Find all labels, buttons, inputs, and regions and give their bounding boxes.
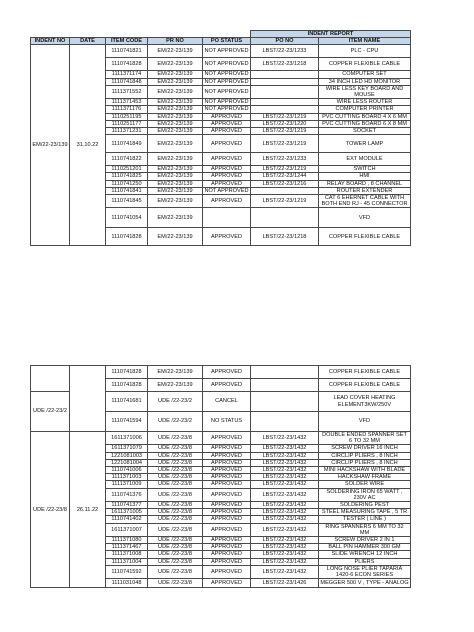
item-name-cell: RELAY BOARD , 8 CHANNEL [319,180,411,187]
item-code-cell: 1110741828 [106,58,148,71]
po-no-cell [251,208,319,228]
item-name-cell: TOWER LAMP [319,135,411,153]
pr-no-cell: EM/22-23/139 [148,173,203,180]
item-code-cell: 1111371080 [106,537,148,544]
item-code-cell: 1110741841 [106,187,148,194]
item-name-cell: PVC CUTTING BOARD 6 X 8 MM [319,120,411,127]
item-code-cell: 1110741054 [106,208,148,228]
page-2-rows [31,366,411,588]
po-no-cell: LBST/22-23/1432 [251,558,319,565]
po-no-cell: LBST/22-23/1432 [251,565,319,578]
pr-no-cell: EM/22-23/139 [148,45,203,58]
item-code-cell: 1110741828 [106,366,148,379]
po-no-cell [251,379,319,392]
table-row [31,366,411,379]
po-status-cell: APPROVED [203,445,251,452]
item-code-cell: 1110741821 [106,45,148,58]
pr-no-cell: EM/22-23/139 [148,85,203,98]
po-no-cell: LBST/22-23/1432 [251,488,319,501]
po-status-cell: APPROVED [203,502,251,509]
po-status-cell [203,208,251,228]
item-name-cell: 34 INCH LED HD MONITOR [319,78,411,85]
po-status-cell: CANCEL [203,392,251,412]
item-name-cell: VFD [319,208,411,228]
item-code-cell: 1611371007 [106,523,148,536]
item-name-cell: MINI HACKSHAW WITH BLADE [319,467,411,474]
item-code-cell: 1111371453 [106,99,148,106]
po-no-cell: LBST/22-23/1432 [251,523,319,536]
po-no-cell: LBST/22-23/1432 [251,544,319,551]
pr-no-cell: UDE /22-23/8 [148,452,203,459]
item-code-cell: 1110741594 [106,412,148,432]
item-code-cell: 1111371176 [106,106,148,113]
item-code-cell: 1111371552 [106,85,148,98]
po-status-cell: APPROVED [203,579,251,588]
po-status-cell: APPROVED [203,166,251,173]
pr-no-cell: UDE /22-23/8 [148,467,203,474]
header-pr-no: PR NO [148,38,203,45]
po-status-cell: APPROVED [203,452,251,459]
po-status-cell: APPROVED [203,180,251,187]
po-status-cell: NOT APPROVED [204,99,249,106]
item-code-cell: 1110741592 [106,565,148,578]
po-status-cell: APPROVED [203,173,251,180]
po-status-cell: APPROVED [203,474,251,481]
po-no-cell: LBST/22-23/1219 [251,128,319,135]
po-no-cell: LBST/22-23/1219 [251,195,319,208]
po-no-cell: LBST/22-23/1432 [251,452,319,459]
header-item-code: ITEM CODE [106,38,148,45]
po-no-cell: LBST/22-23/1219 [251,113,319,120]
item-name-cell: WIRE LESS ROUTER [319,99,411,106]
po-status-cell: APPROVED [203,120,251,127]
pr-no-cell: EM/22-23/139 [148,71,203,78]
pr-no-cell: EM/22-23/139 [148,228,203,246]
item-name-cell: DOUBLE ENDED SPANNER SET 6 TO 32 MM [319,432,411,445]
date-cell: 26.11.22 [70,432,106,588]
item-code-cell: 1110741828 [106,228,148,246]
pr-no-cell: UDE /22-23/2 [148,412,203,432]
item-code-cell: 1111371004 [106,558,148,565]
item-name-cell: COMPUTER SET [319,71,411,78]
pr-no-cell: UDE /22-23/8 [148,459,203,466]
po-status-cell: NOT APPROVED [203,58,251,71]
po-no-cell: LBST/22-23/1219 [251,135,319,153]
item-code-cell: 1111371009 [106,481,148,488]
item-code-cell: 1221081004 [106,459,148,466]
po-status-cell: APPROVED [203,558,251,565]
item-name-cell: SOLDERING IRON 65 WATT , 230V AC [319,488,411,501]
po-status-cell: NOT APPROVED [204,106,249,113]
item-code-cell: 1110251201 [106,166,148,173]
pr-no-cell: EM/22-23/139 [148,78,203,85]
pr-no-cell: EM/22-23/139 [148,195,203,208]
po-no-cell: LBST/22-23/1218 [251,228,319,246]
po-no-cell [251,78,319,85]
item-name-cell: SOLDER WIRE [319,481,411,488]
po-no-cell [251,366,319,379]
report-title: INDENT REPORT [251,31,411,38]
item-code-cell: 1611371006 [106,432,148,445]
po-no-cell [251,85,319,98]
item-name-cell: SWITCH [319,166,411,173]
po-status-cell: APPROVED [203,195,251,208]
pr-no-cell: UDE /22-23/8 [148,579,203,588]
item-name-cell: PLIERS [319,558,411,565]
pr-no-cell: EM/22-23/139 [148,58,203,71]
item-code-cell: 1111371008 [106,551,148,558]
item-code-cell: 1611371079 [106,445,148,452]
item-name-cell: BALL PIN HAMMER 300 GM [319,544,411,551]
item-code-cell: 1111371467 [106,544,148,551]
po-no-cell [251,99,319,106]
po-status-cell: APPROVED [203,481,251,488]
pr-no-cell: UDE /22-23/8 [148,523,203,536]
pr-no-cell: UDE /22-23/8 [148,544,203,551]
item-name-cell: ROUTER EXTENDER [319,187,411,194]
po-no-cell [251,412,319,432]
item-name-cell: LEAD COVER HEATING ELEMENT3KW/250V [319,392,411,412]
po-status-cell: NO STATUS [203,412,251,432]
pr-no-cell: UDE /22-23/8 [148,509,203,516]
po-status-cell: NOT APPROVED [204,71,249,78]
po-no-cell: LBST/22-23/1244 [251,173,319,180]
pr-no-cell: EM/22-23/139 [148,366,203,379]
pr-no-cell: UDE /22-23/8 [148,474,203,481]
po-status-cell: APPROVED [203,537,251,544]
pr-no-cell: UDE /22-23/8 [148,481,203,488]
item-code-cell: 1110741006 [106,467,148,474]
item-name-cell: PVC CUTTING BOARD 4 X 6 MM [319,113,411,120]
pr-no-cell: EM/22-23/139 [148,99,203,106]
table-row [31,45,411,58]
item-code-cell: 1110741825 [106,173,148,180]
item-code-cell: 1110741250 [106,180,148,187]
po-no-cell: LBST/22-23/1432 [251,502,319,509]
item-code-cell: 1111371003 [106,474,148,481]
item-code-cell: 1110741822 [106,153,148,166]
item-name-cell: COPPER FLEXIBLE CABLE [319,228,411,246]
pr-no-cell: UDE /22-23/8 [148,432,203,445]
date-cell: 31.10.22 [70,45,106,246]
item-code-cell: 1110251195 [106,113,148,120]
po-status-cell: APPROVED [203,459,251,466]
po-status-cell: APPROVED [203,551,251,558]
pr-no-cell: UDE /22-23/8 [148,551,203,558]
header-item-name: ITEM NAME [319,38,411,45]
page-1-rows [31,45,411,246]
po-no-cell: LBST/22-23/1216 [251,180,319,187]
item-code-cell: 1611371005 [106,509,148,516]
po-no-cell: LBST/22-23/1432 [251,445,319,452]
pr-no-cell: UDE /22-23/8 [148,488,203,501]
po-no-cell: LBST/22-23/1432 [251,509,319,516]
po-status-cell: APPROVED [203,366,251,379]
pr-no-cell: EM/22-23/139 [148,208,203,228]
item-name-cell: LONG NOSE PLIER TAPARIA 1420-6 ECON SERIES [319,565,411,578]
po-status-cell: APPROVED [203,432,251,445]
po-no-cell: LBST/22-23/1219 [251,166,319,173]
header-indent-no: INDENT NO [31,38,70,45]
po-no-cell [251,71,319,78]
po-status-cell: APPROVED [203,379,251,392]
item-name-cell: STEEL MEASURING TAPE , 5 TR [319,509,411,516]
pr-no-cell: EM/22-23/139 [148,166,203,173]
po-no-cell: LBST/22-23/1218 [251,58,319,71]
po-status-cell: APPROVED [203,509,251,516]
po-no-cell: LBST/22-23/1426 [251,579,319,588]
item-name-cell: EXT MODULE [319,153,411,166]
item-name-cell: HMI [319,173,411,180]
po-status-cell: APPROVED [203,228,251,246]
po-no-cell: LBST/22-23/1432 [251,551,319,558]
pr-no-cell: UDE /22-23/8 [148,558,203,565]
item-code-cell: 1111371231 [106,128,148,135]
po-no-cell: LBST/22-23/1432 [251,459,319,466]
item-name-cell: CAT 6 EHERNET CABLE WITH BOTH END RJ - 45 CONNECTOR [319,195,411,208]
indent-no-cell: UDE /22-23/2 [31,392,70,432]
pr-no-cell: UDE /22-23/2 [148,392,203,412]
item-name-cell: CIRCLIP PLIERS , 8 INCH [319,459,411,466]
header-po-status: PO STATUS [203,38,251,45]
item-name-cell: TESTER ( LINE ) [319,516,411,523]
item-name-cell: MEGGER 500 V , TYPE - ANALOG [320,580,409,587]
po-no-cell [251,187,319,194]
po-status-cell: NOT APPROVED [203,85,251,98]
po-no-cell: LBST/22-23/1432 [251,432,319,445]
item-name-cell: SOCKET [319,128,411,135]
pr-no-cell: EM/22-23/139 [148,135,203,153]
item-code-cell: 1110741402 [106,516,148,523]
pr-no-cell: UDE /22-23/8 [148,502,203,509]
pr-no-cell: EM/22-23/139 [148,180,203,187]
pr-no-cell: EM/22-23/139 [148,187,203,194]
po-no-cell: LBST/22-23/1432 [251,481,319,488]
item-code-cell: 1110251177 [106,120,148,127]
item-name-cell: COPPER FLEXIBLE CABLE [319,379,411,392]
item-code-cell: 1110741848 [106,78,148,85]
po-no-cell: LBST/22-23/1432 [251,467,319,474]
po-no-cell [251,106,319,113]
po-status-cell: NOT APPROVED [203,45,251,58]
pr-no-cell: UDE /22-23/8 [148,565,203,578]
po-no-cell: LBST/22-23/1432 [251,516,319,523]
indent-no-cell: EM/22-23/139 [31,45,70,246]
date-cell [70,366,106,432]
indent-report-table-page-2 [30,365,411,588]
header-po-no: PO NO [251,38,319,45]
po-status-cell: APPROVED [203,153,251,166]
item-code-cell: 1110741849 [106,135,148,153]
item-name-cell: SLIDE WRENCH 12 INCH [319,551,411,558]
po-status-cell: APPROVED [203,488,251,501]
po-status-cell: APPROVED [203,113,251,120]
item-name-cell: RING SPANNERS 6 MM TO 32 MM [319,523,411,536]
po-no-cell: LBST/22-23/1220 [251,120,319,127]
item-name-cell: COPPER FLEXIBLE CABLE [319,366,411,379]
po-status-cell: APPROVED [203,135,251,153]
po-no-cell: LBST/22-23/1432 [251,474,319,481]
po-status-cell: APPROVED [203,467,251,474]
table-row [31,432,411,445]
po-no-cell [251,392,319,412]
pr-no-cell: UDE /22-23/8 [148,516,203,523]
pr-no-cell: EM/22-23/139 [148,153,203,166]
indent-no-cell: UDE /22-23/8 [31,432,70,588]
item-name-cell: VFD [319,412,411,432]
pr-no-cell: EM/22-23/139 [148,128,203,135]
po-status-cell: APPROVED [203,565,251,578]
po-status-cell: APPROVED [203,544,251,551]
item-name-cell: CIRCLIP PLIERS , 8 INCH [319,452,411,459]
item-code-cell: 1111031048 [106,579,148,588]
item-name-cell: HACKSHAW FRAME [319,474,411,481]
item-code-cell: 1111371174 [106,71,148,78]
indent-no-cell [31,366,70,392]
item-name-cell: COMPUTER PRINTER [319,106,411,113]
item-code-cell: 1221081003 [106,452,148,459]
item-code-cell: 1110741681 [106,392,148,412]
po-no-cell: LBST/22-23/1233 [251,45,319,58]
indent-report-table-page-1 [30,30,411,246]
pr-no-cell: UDE /22-23/8 [148,445,203,452]
po-no-cell: LBST/22-23/1233 [251,153,319,166]
po-status-cell: APPROVED [203,516,251,523]
po-status-cell: NOT APPROVED [204,78,249,85]
pr-no-cell: EM/22-23/139 [148,106,203,113]
po-status-cell: APPROVED [203,128,251,135]
po-status-cell: APPROVED [203,523,251,536]
header-date: DATE [70,38,106,45]
item-name-cell: SOLDERING PEST [319,502,411,509]
item-code-cell: 1110741845 [106,195,148,208]
item-name-cell: SCREW DRIVER 16 INCH [319,445,411,452]
pr-no-cell: EM/22-23/139 [148,379,203,392]
pr-no-cell: EM/22-23/139 [148,120,203,127]
item-code-cell: 1110741376 [106,488,148,501]
item-name-cell: WIRE LESS KEY BOARD AND MOUSE [319,85,411,98]
item-name-cell: PLC - CPU [319,45,411,58]
pr-no-cell: EM/22-23/139 [148,113,203,120]
item-name-cell: COPPER FLEXIBLE CABLE [319,58,411,71]
item-code-cell: 1110741828 [106,379,148,392]
po-no-cell: LBST/22-23/1432 [251,537,319,544]
item-code-cell: 1110741377 [106,502,148,509]
item-name-cell: SCREW DRIVER 2 IN 1 [319,537,411,544]
pr-no-cell: UDE /22-23/8 [148,537,203,544]
po-status-cell: NOT APPROVED [204,187,249,194]
